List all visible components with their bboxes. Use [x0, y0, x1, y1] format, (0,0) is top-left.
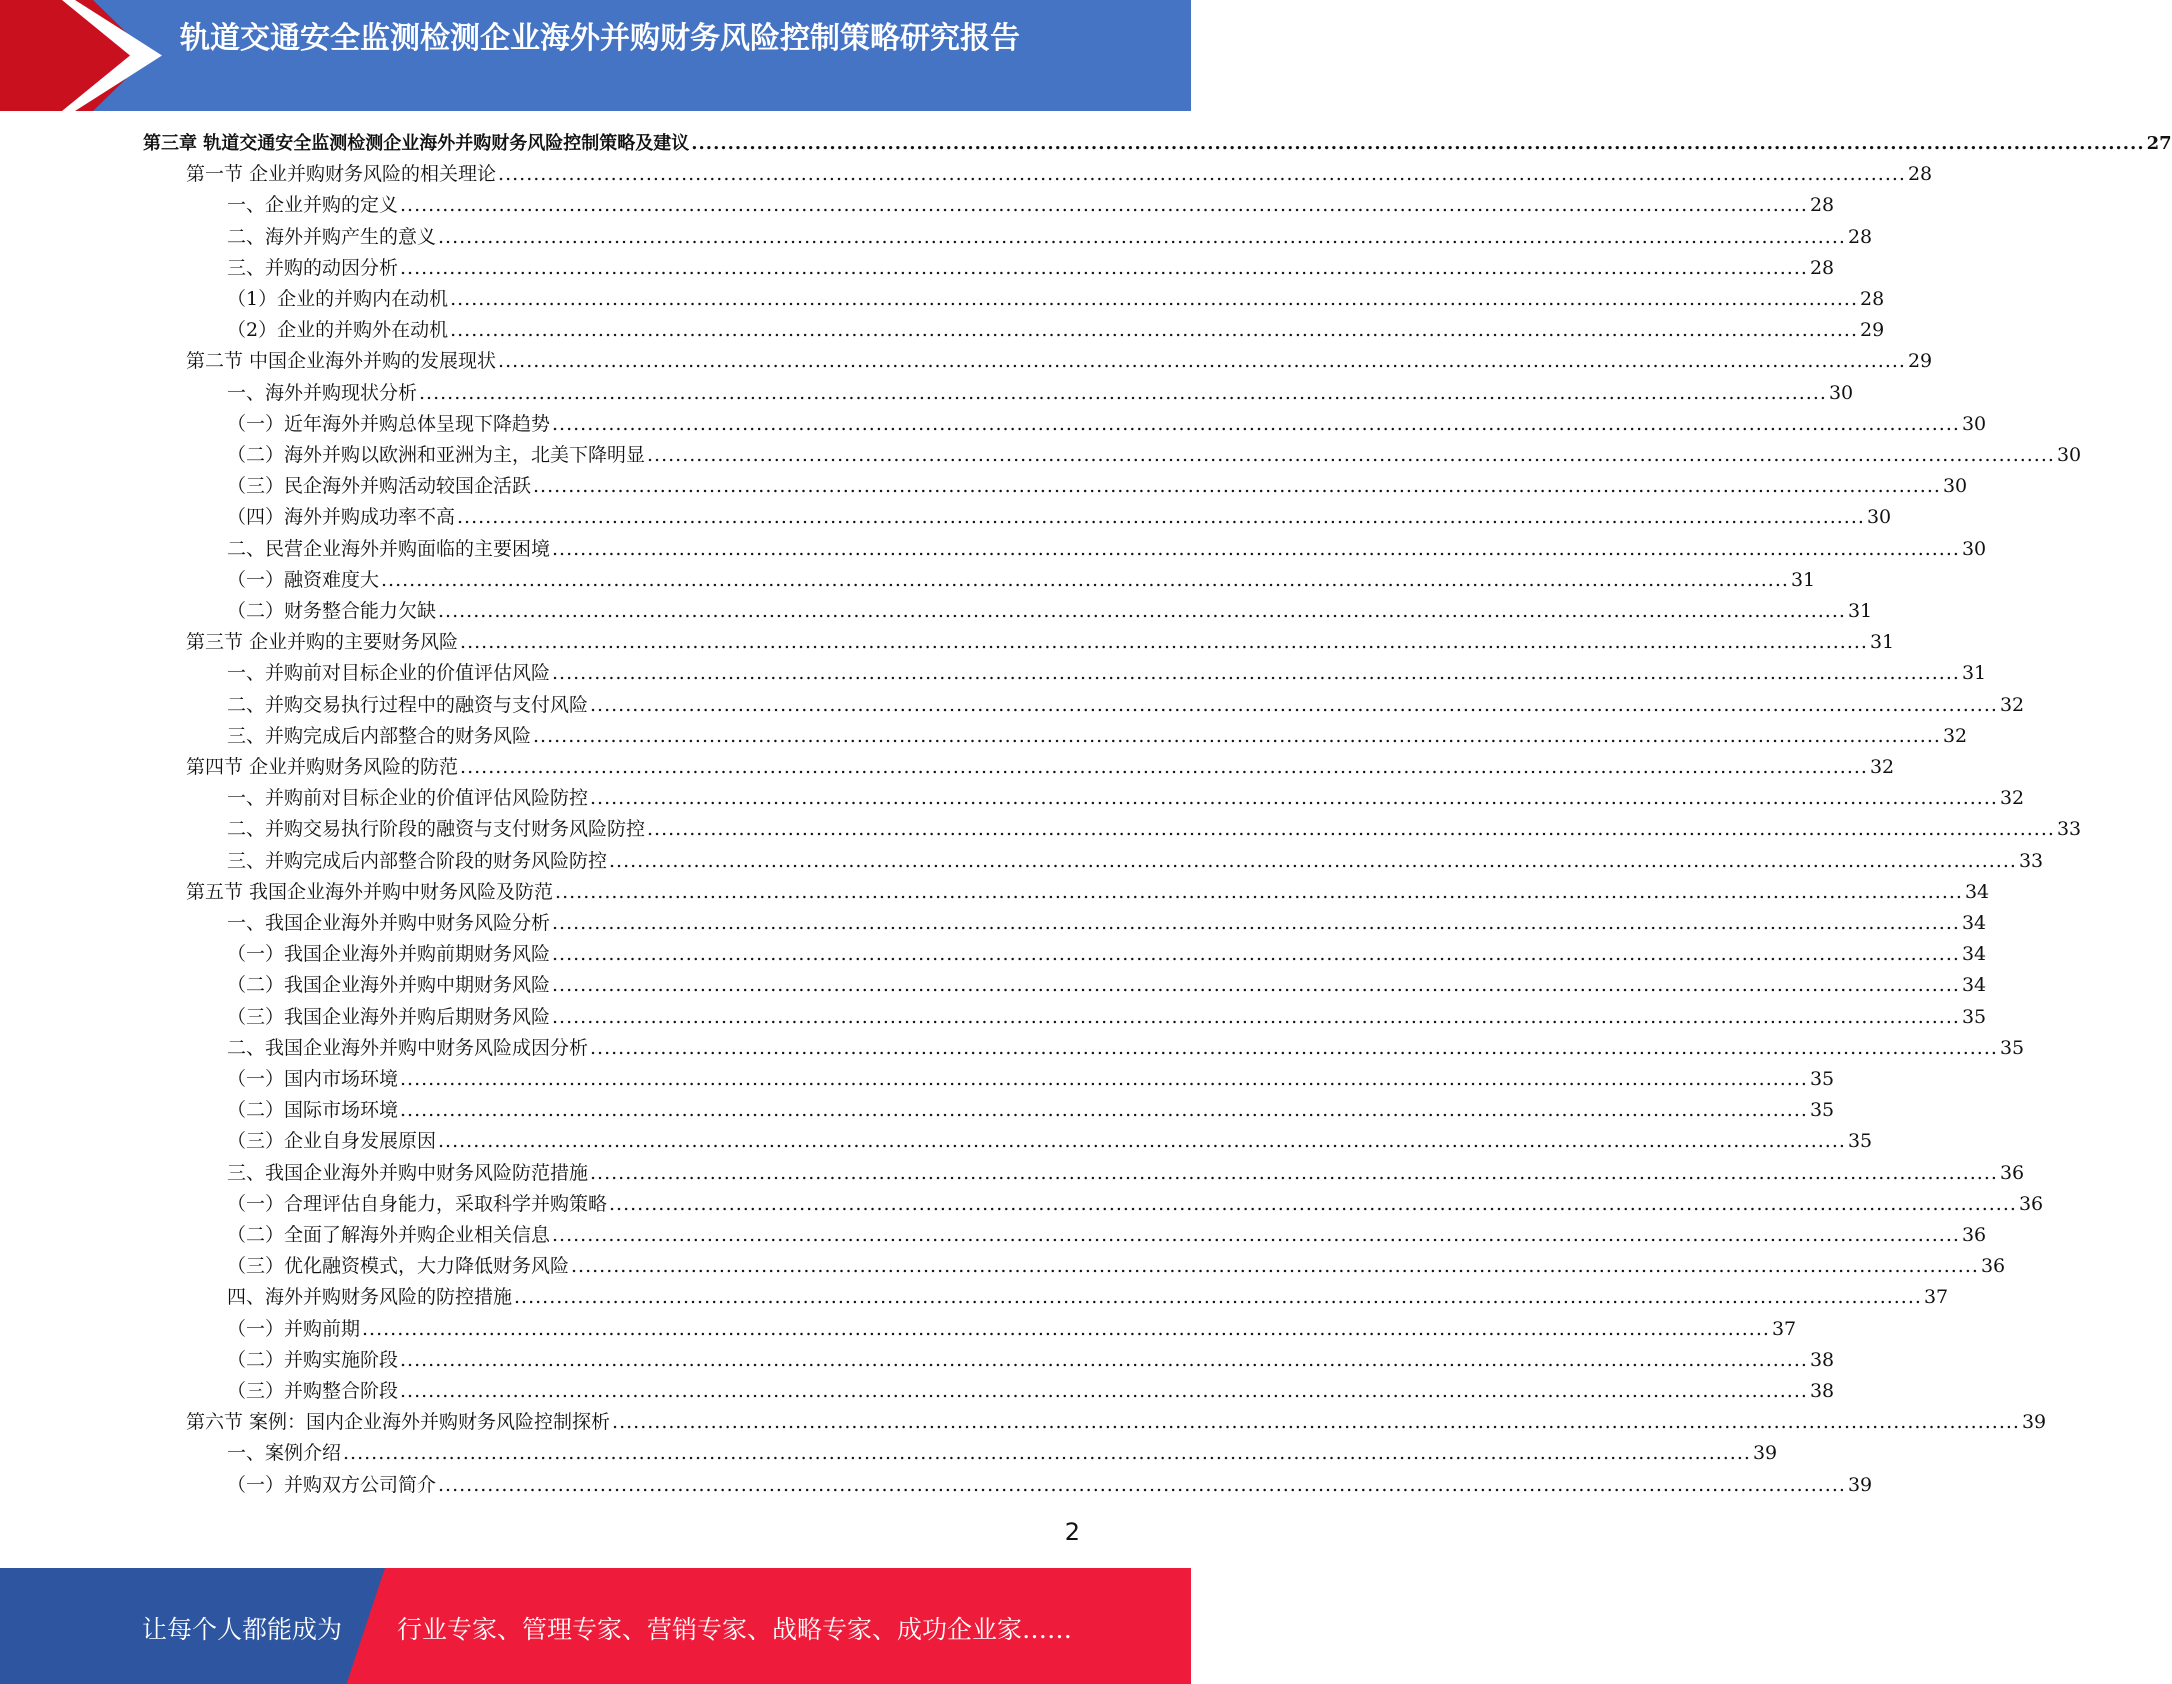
toc-entry-page: 28: [1809, 256, 1835, 279]
toc-dot-leader: ........................................................................................................................................................................................................: [590, 1161, 1998, 1184]
toc-entry-page: 33: [2018, 849, 2044, 872]
toc-dot-leader: ........................................................................................................................................................................................................: [460, 631, 1868, 654]
toc-entry[interactable]: [227, 846, 2044, 877]
toc-dot-leader: ........................................................................................................................................................................................................: [450, 288, 1859, 310]
toc-entry[interactable]: [227, 1002, 1987, 1033]
toc-entry[interactable]: [227, 690, 2025, 721]
toc-entry-title: （二）我国企业海外并购中期财务风险: [227, 974, 551, 997]
toc-entry[interactable]: [227, 440, 2082, 471]
toc-entry-title: 第三节 企业并购的主要财务风险: [186, 631, 459, 654]
toc-entry-page: 35: [1809, 1068, 1835, 1090]
toc-entry[interactable]: [227, 721, 1968, 752]
toc-entry[interactable]: [186, 1407, 2047, 1438]
toc-entry-page: 27: [2146, 133, 2172, 154]
toc-dot-leader: ........................................................................................................................................................................................................: [552, 943, 1960, 966]
toc-entry[interactable]: [227, 253, 1835, 284]
toc-entry-title: （一）融资难度大: [227, 568, 380, 591]
toc-entry-page: 31: [1847, 600, 1873, 622]
toc-entry-page: 37: [1923, 1286, 1949, 1309]
toc-entry-title: 一、并购前对目标企业的价值评估风险防控: [227, 787, 589, 810]
toc-dot-leader: ........................................................................................................................................................................................................: [552, 1005, 1960, 1028]
toc-dot-leader: ........................................................................................................................................................................................................: [381, 568, 1789, 591]
toc-entry-title: 二、并购交易执行阶段的融资与支付财务风险防控: [227, 818, 646, 841]
toc-dot-leader: ........................................................................................................................................................................................................: [609, 849, 2017, 872]
footer-slogan-left: 让每个人都能成为: [142, 1615, 343, 1644]
toc-entry-title: （三）我国企业海外并购后期财务风险: [227, 1005, 551, 1028]
toc-dot-leader: ........................................................................................................................................................................................................: [400, 1099, 1808, 1122]
toc-entry-page: 30: [1961, 412, 1987, 435]
toc-dot-leader: ........................................................................................................................................................................................................: [498, 350, 1906, 373]
toc-entry-page: 39: [1847, 1473, 1873, 1496]
toc-entry-title: 三、我国企业海外并购中财务风险防范措施: [227, 1161, 589, 1184]
toc-entry-page: 32: [1869, 756, 1895, 778]
toc-entry[interactable]: [186, 627, 1895, 658]
toc-entry-title: （二）国际市场环境: [227, 1099, 399, 1122]
toc-dot-leader: ........................................................................................................................................................................................................: [400, 1380, 1808, 1402]
toc-entry-title: （三）企业自身发展原因: [227, 1130, 437, 1153]
toc-entry-title: （一）合理评估自身能力，采取科学并购策略: [227, 1192, 608, 1215]
toc-dot-leader: ........................................................................................................................................................................................................: [552, 1224, 1960, 1246]
toc-entry-title: 第二节 中国企业海外并购的发展现状: [186, 350, 497, 373]
toc-entry-page: 39: [2021, 1411, 2047, 1434]
toc-entry[interactable]: [227, 1470, 1873, 1501]
page-number: 2: [1064, 1518, 1080, 1546]
toc-entry[interactable]: [227, 908, 1987, 939]
toc-entry[interactable]: [227, 534, 1987, 565]
toc-entry-page: 30: [1828, 381, 1854, 404]
toc-entry[interactable]: [227, 814, 2082, 845]
toc-entry[interactable]: [227, 315, 1885, 346]
toc-entry[interactable]: [227, 1158, 2025, 1189]
toc-entry-page: 29: [1907, 350, 1933, 373]
toc-entry-page: 32: [1999, 787, 2025, 810]
toc-entry-title: （2）企业的并购外在动机: [227, 319, 449, 342]
toc-entry-page: 36: [1961, 1224, 1987, 1246]
toc-entry-title: 第三章 轨道交通安全监测检测企业海外并购财务风险控制策略及建议: [143, 133, 690, 154]
toc-entry-page: 28: [1907, 163, 1933, 186]
toc-entry-title: （二）财务整合能力欠缺: [227, 600, 437, 622]
toc-entry[interactable]: [227, 222, 1873, 253]
toc-entry-title: 三、并购完成后内部整合的财务风险: [227, 724, 532, 747]
toc-dot-leader: ........................................................................................................................................................................................................: [552, 974, 1960, 997]
toc-entry-page: 31: [1869, 631, 1895, 654]
toc-dot-leader: ........................................................................................................................................................................................................: [647, 818, 2055, 841]
toc-entry-page: 35: [1961, 1005, 1987, 1028]
toc-entry-title: 二、并购交易执行过程中的融资与支付风险: [227, 693, 589, 716]
toc-dot-leader: ........................................................................................................................................................................................................: [498, 163, 1906, 186]
toc-dot-leader: ........................................................................................................................................................................................................: [438, 225, 1846, 248]
toc-entry-page: 33: [2056, 818, 2082, 841]
toc-dot-leader: ........................................................................................................................................................................................................: [438, 600, 1846, 622]
toc-dot-leader: ........................................................................................................................................................................................................: [533, 475, 1941, 498]
page-header: [0, 0, 1191, 111]
toc-dot-leader: ........................................................................................................................................................................................................: [555, 880, 1963, 903]
toc-entry[interactable]: [227, 1376, 1835, 1407]
toc-entry-title: 一、并购前对目标企业的价值评估风险: [227, 662, 551, 685]
toc-entry-title: （四）海外并购成功率不高: [227, 506, 456, 529]
toc-entry-title: 第一节 企业并购财务风险的相关理论: [186, 163, 497, 186]
toc-entry[interactable]: [227, 1033, 2025, 1064]
toc-entry[interactable]: [227, 565, 1816, 596]
toc-dot-leader: ........................................................................................................................................................................................................: [438, 1473, 1846, 1496]
toc-entry[interactable]: [186, 346, 1933, 377]
toc-dot-leader: ........................................................................................................................................................................................................: [590, 693, 1998, 716]
toc-entry-title: 一、案例介绍: [227, 1442, 342, 1465]
toc-entry-title: （一）我国企业海外并购前期财务风险: [227, 943, 551, 966]
toc-entry[interactable]: [227, 596, 1873, 627]
toc-entry-page: 29: [1860, 319, 1885, 342]
toc-entry-title: 三、并购完成后内部整合阶段的财务风险防控: [227, 849, 608, 872]
toc-entry[interactable]: [227, 502, 1892, 533]
toc-entry-page: 36: [2018, 1192, 2044, 1215]
toc-entry-title: 第五节 我国企业海外并购中财务风险及防范: [186, 880, 554, 903]
toc-entry-page: 34: [1961, 943, 1987, 966]
toc-entry-title: （二）全面了解海外并购企业相关信息: [227, 1224, 551, 1246]
toc-dot-leader: ........................................................................................................................................................................................................: [612, 1411, 2020, 1434]
toc-entry[interactable]: [227, 1095, 1835, 1126]
toc-entry-page: 34: [1961, 974, 1987, 997]
toc-entry[interactable]: [227, 378, 1854, 409]
toc-entry[interactable]: [227, 1314, 1797, 1345]
toc-entry-page: 39: [1752, 1442, 1778, 1465]
toc-dot-leader: ........................................................................................................................................................................................................: [438, 1130, 1846, 1153]
toc-dot-leader: ........................................................................................................................................................................................................: [400, 194, 1808, 217]
toc-entry-title: 二、民营企业海外并购面临的主要困境: [227, 537, 551, 560]
toc-entry-title: 三、并购的动因分析: [227, 256, 399, 279]
toc-entry-page: 28: [1847, 225, 1873, 248]
toc-entry-title: 第四节 企业并购财务风险的防范: [186, 756, 459, 778]
toc-entry[interactable]: [227, 970, 1987, 1001]
toc-entry[interactable]: [227, 471, 1968, 502]
report-title: 轨道交通安全监测检测企业海外并购财务风险控制策略研究报告: [180, 21, 1020, 56]
toc-dot-leader: ........................................................................................................................................................................................................: [514, 1286, 1922, 1309]
toc-dot-leader: ........................................................................................................................................................................................................: [400, 1068, 1808, 1090]
toc-entry-page: 32: [1999, 693, 2025, 716]
toc-entry[interactable]: [227, 1282, 1949, 1313]
toc-entry[interactable]: [227, 1189, 2044, 1220]
toc-entry[interactable]: [143, 128, 2172, 159]
toc-dot-leader: ........................................................................................................................................................................................................: [552, 537, 1960, 560]
toc-dot-leader: ........................................................................................................................................................................................................: [552, 662, 1960, 685]
toc-entry-page: 35: [1847, 1130, 1873, 1153]
toc-entry-title: （一）近年海外并购总体呈现下降趋势: [227, 412, 551, 435]
toc-dot-leader: ........................................................................................................................................................................................................: [343, 1442, 1751, 1465]
toc-entry[interactable]: [227, 409, 1987, 440]
toc-entry-title: （二）并购实施阶段: [227, 1348, 399, 1371]
header-red-arrow-decoration: [0, 0, 150, 111]
toc-entry[interactable]: [227, 1345, 1835, 1376]
toc-entry-page: 36: [1980, 1255, 2006, 1278]
toc-entry[interactable]: [186, 159, 1933, 190]
toc-entry-title: （二）海外并购以欧洲和亚洲为主，北美下降明显: [227, 444, 646, 466]
toc-dot-leader: ........................................................................................................................................................................................................: [400, 256, 1808, 279]
toc-entry-title: （三）优化融资模式，大力降低财务风险: [227, 1255, 570, 1278]
toc-entry-title: （三）并购整合阶段: [227, 1380, 399, 1402]
toc-entry-page: 32: [1942, 724, 1968, 747]
toc-entry-page: 38: [1809, 1348, 1835, 1371]
toc-entry-title: （1）企业的并购内在动机: [227, 288, 449, 310]
toc-dot-leader: ........................................................................................................................................................................................................: [571, 1255, 1979, 1278]
toc-entry[interactable]: [227, 284, 1885, 315]
toc-entry[interactable]: [186, 877, 1990, 908]
toc-entry-page: 31: [1961, 662, 1987, 685]
toc-entry-title: （一）并购前期: [227, 1317, 361, 1340]
toc-entry-page: 31: [1790, 568, 1816, 591]
toc-entry-page: 28: [1809, 194, 1835, 217]
toc-entry-page: 30: [1866, 506, 1892, 529]
toc-entry-page: 30: [1961, 537, 1987, 560]
toc-entry[interactable]: [227, 1438, 1778, 1469]
toc-entry-title: 一、我国企业海外并购中财务风险分析: [227, 912, 551, 934]
toc-entry[interactable]: [227, 1220, 1987, 1251]
toc-entry-page: 30: [1942, 475, 1968, 498]
toc-entry[interactable]: [227, 190, 1835, 221]
toc-entry-page: 35: [1999, 1036, 2025, 1059]
toc-entry[interactable]: [227, 1064, 1835, 1095]
toc-dot-leader: ........................................................................................................................................................................................................: [419, 381, 1827, 404]
page-footer: [0, 1568, 1191, 1684]
toc-entry-page: 34: [1961, 912, 1987, 934]
toc-entry[interactable]: [227, 939, 1987, 970]
toc-dot-leader: ........................................................................................................................................................................................................: [362, 1317, 1770, 1340]
toc-entry-title: （一）并购双方公司简介: [227, 1473, 437, 1496]
toc-entry-title: 一、企业并购的定义: [227, 194, 399, 217]
toc-dot-leader: ........................................................................................................................................................................................................: [647, 444, 2055, 466]
toc-entry[interactable]: [227, 783, 2025, 814]
toc-entry-page: 34: [1964, 880, 1990, 903]
toc-entry-title: （三）民企海外并购活动较国企活跃: [227, 475, 532, 498]
toc-dot-leader: ........................................................................................................................................................................................................: [552, 412, 1960, 435]
toc-entry[interactable]: [227, 658, 1987, 689]
toc-entry-page: 36: [1999, 1161, 2025, 1184]
toc-entry-title: 四、海外并购财务风险的防控措施: [227, 1286, 513, 1309]
toc-dot-leader: ........................................................................................................................................................................................................: [450, 319, 1859, 342]
toc-entry-page: 37: [1771, 1317, 1797, 1340]
toc-dot-leader: ........................................................................................................................................................................................................: [691, 133, 2145, 154]
toc-entry[interactable]: [227, 1251, 2006, 1282]
toc-entry-page: 35: [1809, 1099, 1835, 1122]
toc-entry-page: 28: [1860, 288, 1885, 310]
toc-entry-title: 第六节 案例：国内企业海外并购财务风险控制探析: [186, 1411, 611, 1434]
toc-dot-leader: ........................................................................................................................................................................................................: [457, 506, 1865, 529]
toc-dot-leader: ........................................................................................................................................................................................................: [590, 1036, 1998, 1059]
toc-dot-leader: ........................................................................................................................................................................................................: [609, 1192, 2017, 1215]
toc-entry[interactable]: [186, 752, 1895, 783]
toc-entry-page: 38: [1809, 1380, 1835, 1402]
footer-slogan-right: 行业专家、管理专家、营销专家、战略专家、成功企业家……: [397, 1615, 1073, 1644]
toc-dot-leader: ........................................................................................................................................................................................................: [533, 724, 1941, 747]
toc-entry-page: 30: [2056, 444, 2082, 466]
toc-dot-leader: ........................................................................................................................................................................................................: [552, 912, 1960, 934]
toc-entry-title: 二、我国企业海外并购中财务风险成因分析: [227, 1036, 589, 1059]
toc-dot-leader: ........................................................................................................................................................................................................: [400, 1348, 1808, 1371]
toc-entry-title: 一、海外并购现状分析: [227, 381, 418, 404]
toc-dot-leader: ........................................................................................................................................................................................................: [460, 756, 1868, 778]
toc-entry[interactable]: [227, 1126, 1873, 1157]
toc-entry-title: 二、海外并购产生的意义: [227, 225, 437, 248]
toc-entry-title: （一）国内市场环境: [227, 1068, 399, 1090]
toc-dot-leader: ........................................................................................................................................................................................................: [590, 787, 1998, 810]
